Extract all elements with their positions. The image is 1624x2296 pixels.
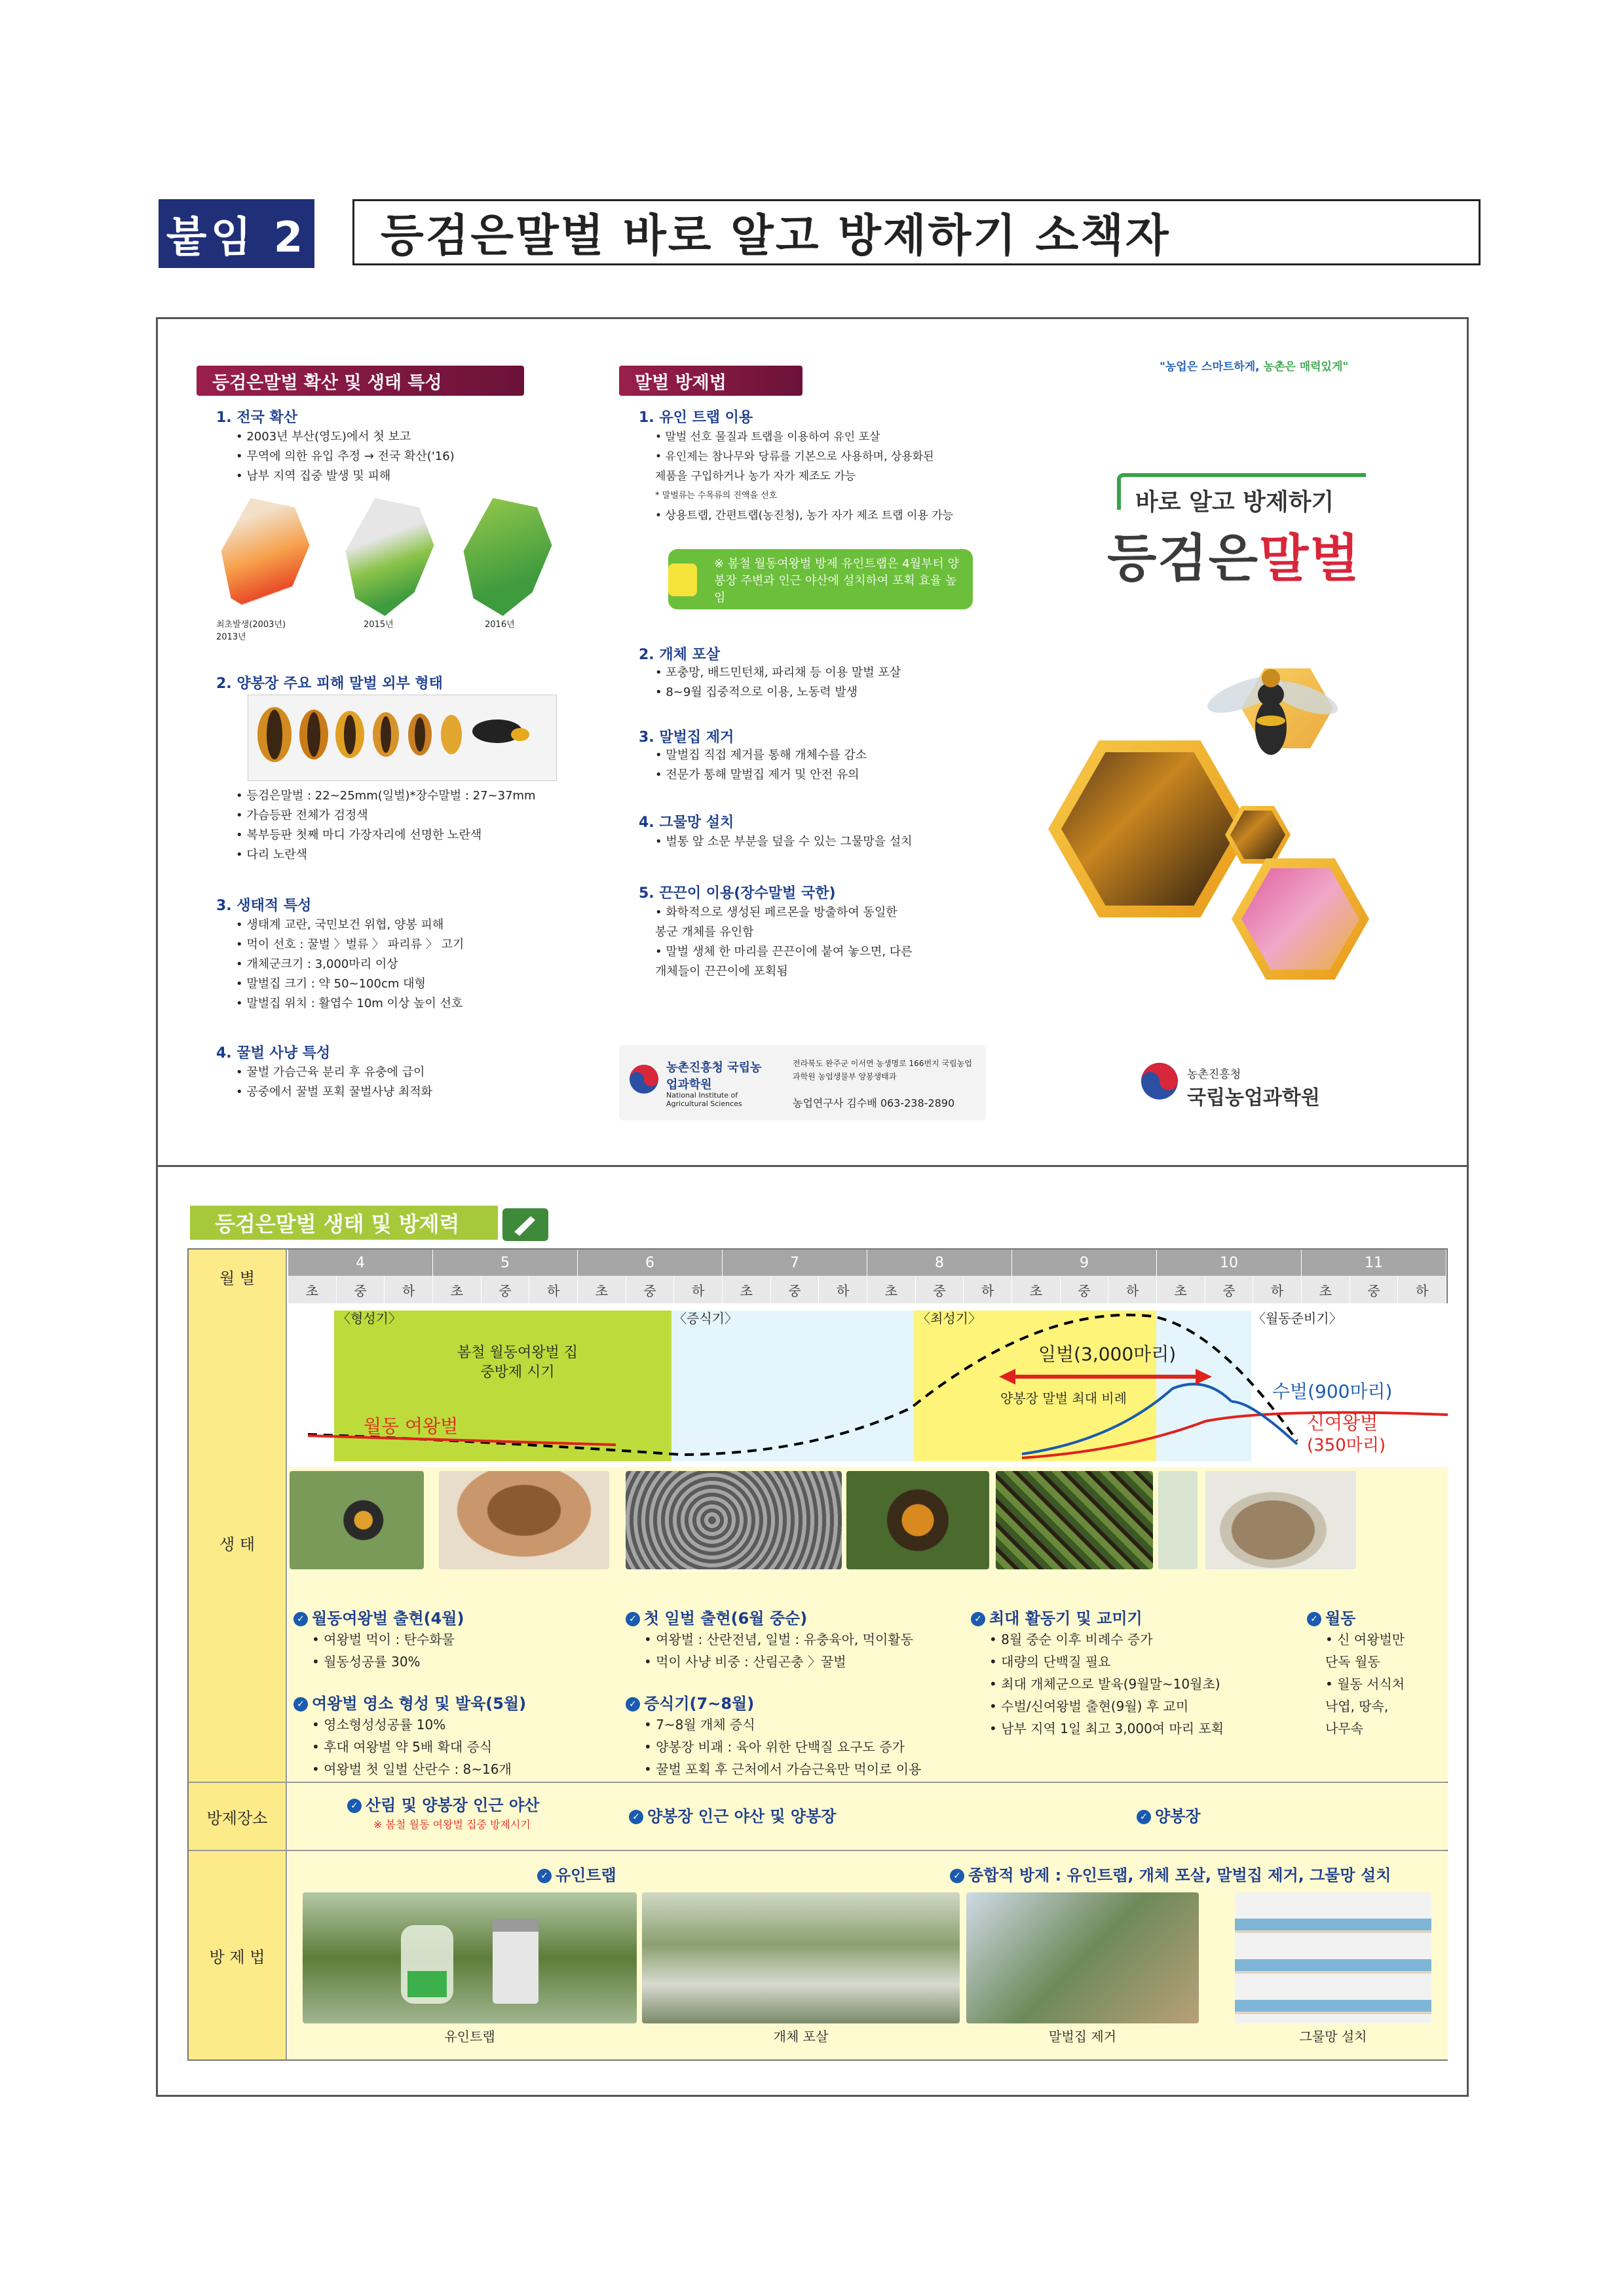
cover-org-big: 국립농업과학원 — [1187, 1086, 1320, 1109]
list-item: • 말벌집 직접 제거를 통해 개체수를 감소 — [655, 748, 867, 762]
eco-block-title: 여왕벌 영소 형성 및 발육(5월) — [312, 1694, 527, 1713]
cover-title-part-a: 등검은 — [1107, 529, 1260, 588]
left-heading: 등검은말벌 확산 및 생태 특성 — [197, 366, 524, 396]
queen-hornet-photo — [290, 1471, 424, 1569]
row-label-ecology: 생 태 — [189, 1303, 287, 1782]
row-label-method: 방 제 법 — [189, 1851, 287, 2059]
list-item: • 전문가 통해 말벌집 제거 및 안전 유의 — [655, 768, 859, 782]
stage-peak: 〈최성기〉 — [917, 1311, 981, 1326]
new-queens-count: (350마리) — [1307, 1436, 1386, 1455]
left-s1-title: 1. 전국 확산 — [216, 410, 297, 426]
place-3-text: 양봉장 — [1155, 1807, 1201, 1826]
list-item: • 먹이 사냥 비중 : 산림곤충 〉꿀벌 — [644, 1654, 846, 1670]
list-item: • 포충망, 배드민턴채, 파리채 등 이용 말벌 포살 — [655, 666, 901, 679]
left-s4-title: 4. 꿀벌 사냥 특성 — [216, 1045, 331, 1062]
phase-cell: 초 — [1157, 1276, 1205, 1303]
new-queens-label: 신여왕벌 — [1307, 1412, 1378, 1434]
left-s1-list — [236, 427, 455, 486]
list-item: • 후대 여왕벌 약 5배 확대 증식 — [312, 1739, 493, 1755]
phase-cell: 중 — [1205, 1276, 1254, 1303]
eco-block-title: 첫 일벌 출현(6월 중순) — [644, 1609, 808, 1628]
place-2-text: 양봉장 인근 야산 및 양봉장 — [647, 1807, 837, 1826]
footer-org: 농촌진흥청 국립농업과학원 — [666, 1061, 762, 1092]
phase-cell: 중 — [337, 1276, 385, 1303]
month-cell: 5 — [433, 1250, 578, 1276]
list-item: • 유인제는 참나무와 당류를 기본으로 사용하며, 상용화된 — [655, 450, 934, 463]
list-item: • 꿀벌 포획 후 근처에서 가슴근육만 먹이로 이용 — [644, 1761, 922, 1777]
month-cell: 8 — [867, 1250, 1012, 1276]
mid-s5-title: 5. 끈끈이 이용(장수말벌 국한) — [639, 885, 836, 902]
list-item: • 말벌 선호 물질과 트랩을 이용하여 유인 포살 — [655, 430, 880, 444]
place-2 — [629, 1803, 836, 1826]
mid-s5-list — [655, 903, 912, 982]
mid-s4-list — [655, 832, 912, 852]
cover-org-small: 농촌진흥청 — [1187, 1068, 1241, 1081]
eco-block-first-workers — [626, 1605, 913, 1673]
hornet-specimens-image — [248, 695, 557, 781]
check-icon: ✓ — [1137, 1810, 1151, 1824]
check-icon: ✓ — [971, 1612, 985, 1626]
method-1 — [537, 1862, 616, 1885]
method-2 — [950, 1862, 1391, 1885]
check-icon: ✓ — [293, 1697, 308, 1712]
left-s2-list — [236, 786, 536, 865]
mid-s2-list — [655, 663, 901, 702]
phase-cell: 중 — [1061, 1276, 1109, 1303]
list-item: • 영소형성성공률 10% — [312, 1717, 446, 1732]
footer-address: 전라북도 완주군 이서면 농생명로 166번지 국립농업과학원 농업생물부 양봉생태과 — [793, 1059, 972, 1081]
phase-cell: 하 — [529, 1276, 578, 1303]
list-item: • 여왕벌 먹이 : 탄수화물 — [312, 1632, 455, 1647]
phase-cell: 중 — [482, 1276, 530, 1303]
slogan-part-b: 농촌은 매력있게" — [1263, 360, 1349, 373]
phase-cell: 초 — [867, 1276, 916, 1303]
brochure-middle-panel — [619, 366, 803, 396]
hornet-hunting-photo — [846, 1471, 989, 1569]
month-cell: 10 — [1157, 1250, 1302, 1276]
phase-cell: 초 — [1302, 1276, 1350, 1303]
list-item: • 다리 노란색 — [236, 848, 308, 862]
row-label-place: 방제장소 — [189, 1783, 287, 1850]
list-item: • 상용트랩, 간편트랩(농진청), 농가 자가 제조 트랩 이용 가능 — [655, 509, 954, 522]
list-item: • 월동 서식처 — [1325, 1676, 1405, 1692]
trap-icon — [394, 1905, 558, 2017]
map-label-2013: 최초발생(2003년) 2013년 — [216, 620, 286, 642]
rda-logo-cover-icon — [1140, 1062, 1179, 1101]
footer-en: National Institute of Agricultural Sciences — [666, 1091, 742, 1108]
cover-title-part-b: 말벌 — [1259, 529, 1361, 588]
map-label-2015: 2015년 — [364, 620, 394, 630]
check-icon: ✓ — [626, 1612, 640, 1626]
hornet-flying-icon — [1199, 649, 1343, 780]
brochure-left-panel — [197, 366, 524, 396]
method-1-text: 유인트랩 — [556, 1866, 616, 1885]
left-s2-title: 2. 양봉장 주요 피해 말벌 외부 형태 — [216, 676, 443, 692]
males-label: 수벌(900마리) — [1272, 1381, 1393, 1402]
mid-s4-title: 4. 그물망 설치 — [639, 814, 734, 831]
list-item: • 개체군크기 : 3,000마리 이상 — [236, 957, 398, 971]
check-icon: ✓ — [950, 1869, 964, 1883]
pencil-icon — [501, 1206, 550, 1244]
phase-cell: 하 — [385, 1276, 433, 1303]
list-item: • 먹이 선호 : 꿀벌 〉벌류 〉 파리류 〉 고기 — [236, 938, 464, 951]
spring-box-label: 봄철 월동여왕벌 집중방제 시기 — [457, 1345, 578, 1381]
left-s4-list — [236, 1063, 432, 1102]
check-icon: ✓ — [626, 1697, 640, 1712]
list-item: 나무속 — [1325, 1721, 1363, 1736]
middle-footer — [619, 1045, 986, 1120]
comb-photo — [626, 1471, 842, 1569]
list-item: • 8월 중순 이후 비례수 증가 — [989, 1632, 1153, 1647]
cover-title — [1107, 518, 1361, 591]
lure-trap-photo — [303, 1892, 637, 2023]
list-item: 제품을 구입하거나 농가 자가 제조도 가능 — [655, 470, 856, 483]
list-item: • 최대 개체군으로 발육(9월말~10월초) — [989, 1676, 1220, 1692]
table-section-title — [190, 1206, 498, 1240]
cover-subtitle: 바로 알고 방제하기 — [1117, 473, 1366, 510]
trap-note-tab — [668, 564, 697, 596]
mid-s3-list — [655, 746, 867, 785]
month-cell: 7 — [723, 1250, 867, 1276]
list-item: • 여왕벌 첫 일벌 산란수 : 8~16개 — [312, 1761, 512, 1777]
list-item: • 무역에 의한 유입 추정 → 전국 확산('16) — [236, 450, 455, 463]
month-cell: 11 — [1302, 1250, 1446, 1276]
eco-block-title: 월동여왕벌 출현(4월) — [312, 1609, 464, 1628]
left-s3-title: 3. 생태적 특성 — [216, 898, 312, 914]
eco-block-peak-mating — [971, 1605, 1224, 1740]
list-item: • 가슴등판 전체가 검정색 — [236, 809, 368, 822]
place-note: ※ 봄철 월동 여왕벌 집중 방제시기 — [373, 1818, 531, 1831]
list-item: • 말벌집 크기 : 약 50~100cm 대형 — [236, 977, 426, 991]
eco-block-title: 최대 활동기 및 교미기 — [989, 1609, 1142, 1628]
left-s3-list — [236, 915, 464, 1014]
list-item: • 8~9월 집중적으로 이용, 노동력 발생 — [655, 685, 858, 699]
hornet-swarm-photo — [996, 1471, 1153, 1569]
list-item: • 말벌 생체 한 마리를 끈끈이에 붙여 놓으면, 다른 — [655, 945, 913, 959]
phase-cell: 초 — [288, 1276, 337, 1303]
list-item: • 남부 지역 1일 최고 3,000여 마리 포획 — [989, 1721, 1224, 1736]
phase-cell: 중 — [626, 1276, 675, 1303]
place-3 — [1137, 1803, 1201, 1826]
mid-s2-title: 2. 개체 포살 — [639, 647, 720, 663]
list-item: 봉군 개체를 유인함 — [655, 925, 754, 939]
map-label-2016: 2016년 — [485, 620, 515, 630]
list-item: • 2003년 부산(영도)에서 첫 보고 — [236, 430, 411, 444]
trap-note-text: ※ 봄철 월동여왕벌 방제 유인트랩은 4월부터 양봉장 주변과 인근 야산에 설치하여 포획 효율 높임 — [714, 557, 959, 605]
row-label-month: 월 별 — [189, 1250, 287, 1303]
list-item: • 말벌집 위치 : 활엽수 10m 이상 높이 선호 — [236, 997, 463, 1010]
rda-logo-icon — [628, 1063, 660, 1095]
phase-cell: 하 — [1398, 1276, 1446, 1303]
phase-cell: 초 — [723, 1276, 771, 1303]
phase-cell: 하 — [819, 1276, 867, 1303]
list-item: • 남부 지역 집중 발생 및 피해 — [236, 469, 391, 483]
list-item: • 꿀벌 가슴근육 분리 후 유충에 급이 — [236, 1065, 425, 1079]
frame-divider — [156, 1165, 1469, 1167]
net-install-photo — [1235, 1892, 1431, 2023]
check-icon: ✓ — [537, 1869, 552, 1883]
middle-heading: 말벌 방제법 — [619, 366, 803, 396]
eco-block-overwinter — [1307, 1605, 1405, 1740]
abandoned-nest-photo — [1205, 1471, 1356, 1569]
list-item: 낙엽, 땅속, — [1325, 1698, 1389, 1714]
list-item: • 여왕벌 : 산란전념, 일벌 : 유충육아, 먹이활동 — [644, 1632, 913, 1647]
hornet-swarm-photo-2 — [1158, 1471, 1198, 1569]
place-1 — [347, 1792, 539, 1815]
list-item: • 월동성공률 30% — [312, 1654, 421, 1670]
list-item: • 대량의 단백질 필요 — [989, 1654, 1111, 1670]
workers-label: 일벌(3,000마리) — [1038, 1343, 1177, 1365]
check-icon: ✓ — [1307, 1612, 1321, 1626]
footer-contact: 농업연구사 김수배 063-238-2890 — [793, 1097, 955, 1109]
phase-cell: 하 — [1253, 1276, 1302, 1303]
check-icon: ✓ — [293, 1612, 308, 1626]
phase-cell: 하 — [1108, 1276, 1157, 1303]
list-item: • 7~8월 개체 증식 — [644, 1717, 755, 1732]
phase-cell: 하 — [964, 1276, 1012, 1303]
mid-s1-list — [655, 427, 953, 526]
eco-block-title: 월동 — [1325, 1609, 1356, 1628]
caption-trap: 유인트랩 — [444, 2029, 495, 2044]
list-item: • 공중에서 꿀벌 포획 꿀벌사냥 최적화 — [236, 1085, 433, 1099]
phase-cell: 중 — [916, 1276, 964, 1303]
phase-cell: 초 — [433, 1276, 482, 1303]
nest-removal-photo — [966, 1892, 1199, 2023]
month-cell: 6 — [578, 1250, 723, 1276]
attachment-tag: 붙임 2 — [159, 199, 314, 268]
mid-s1-title: 1. 유인 트랩 이용 — [639, 410, 753, 426]
caption-nest-removal: 말벌집 제거 — [1049, 2029, 1116, 2044]
month-cell: 9 — [1012, 1250, 1157, 1276]
eco-block-queen-emergence — [293, 1605, 464, 1673]
caption-net: 그물망 설치 — [1299, 2029, 1367, 2044]
list-item: • 벌통 앞 소문 부분을 덮을 수 있는 그물망을 설치 — [655, 835, 913, 849]
list-item: • 화학적으로 생성된 페르몬을 방출하여 동일한 — [655, 906, 897, 919]
list-item: * 말벌류는 수목류의 진액을 선호 — [655, 491, 778, 501]
phase-cell: 중 — [771, 1276, 820, 1303]
place-1-text: 산림 및 양봉장 인근 야산 — [366, 1796, 540, 1814]
phase-cell: 초 — [1012, 1276, 1061, 1303]
month-cell: 4 — [288, 1250, 433, 1276]
list-item: • 생태계 교란, 국민보건 위협, 양봉 피해 — [236, 918, 444, 932]
phase-cell: 하 — [674, 1276, 723, 1303]
slogan — [1160, 357, 1348, 373]
list-item: • 복부등판 첫째 마디 가장자리에 선명한 노란색 — [236, 828, 482, 842]
list-item: 단독 월동 — [1325, 1654, 1380, 1670]
method-2-text: 종합적 방제 : 유인트랩, 개체 포살, 말벌집 제거, 그물망 설치 — [968, 1866, 1391, 1885]
early-nest-photo — [439, 1471, 609, 1569]
stage-overwinter-prep: 〈월동준비기〉 — [1253, 1311, 1342, 1326]
caption-catch: 개체 포살 — [773, 2029, 829, 2044]
slogan-part-a: "농업은 스마트하게, — [1160, 360, 1264, 373]
trap-note-box — [668, 549, 973, 609]
document-title: 등검은말벌 바로 알고 방제하기 소책자 — [352, 199, 1481, 265]
list-item: • 등검은말벌 : 22~25mm(일벌)*장수말벌 : 27~37mm — [236, 789, 536, 803]
check-icon: ✓ — [347, 1799, 362, 1813]
table-title-text: 등검은말벌 생태 및 방제력 — [215, 1212, 460, 1236]
check-icon: ✓ — [629, 1810, 643, 1824]
list-item: • 양봉장 비괘 : 육아 위한 단백질 요구도 증가 — [644, 1739, 905, 1755]
eco-block-growth — [626, 1691, 921, 1780]
list-item: • 수벌/신여왕벌 출현(9월) 후 교미 — [989, 1698, 1189, 1714]
mid-s3-title: 3. 말벌집 제거 — [639, 729, 734, 746]
hornet-specimens-icon — [248, 695, 556, 780]
overwinter-queen-label: 월동 여왕벌 — [364, 1415, 459, 1437]
peak-note: 양봉장 말벌 최대 비례 — [1000, 1390, 1127, 1406]
eco-block-title: 증식기(7~8월) — [644, 1694, 755, 1713]
list-item: • 신 여왕벌만 — [1325, 1632, 1405, 1647]
phase-cell: 초 — [578, 1276, 626, 1303]
list-item: 개체들이 끈끈이에 포획됨 — [655, 965, 788, 978]
phase-cell: 중 — [1350, 1276, 1399, 1303]
catch-by-hand-photo — [642, 1892, 960, 2023]
stage-growth: 〈증식기〉 — [673, 1311, 738, 1326]
eco-block-nest-formation — [293, 1691, 526, 1780]
stage-formation: 〈형성기〉 — [337, 1311, 402, 1326]
